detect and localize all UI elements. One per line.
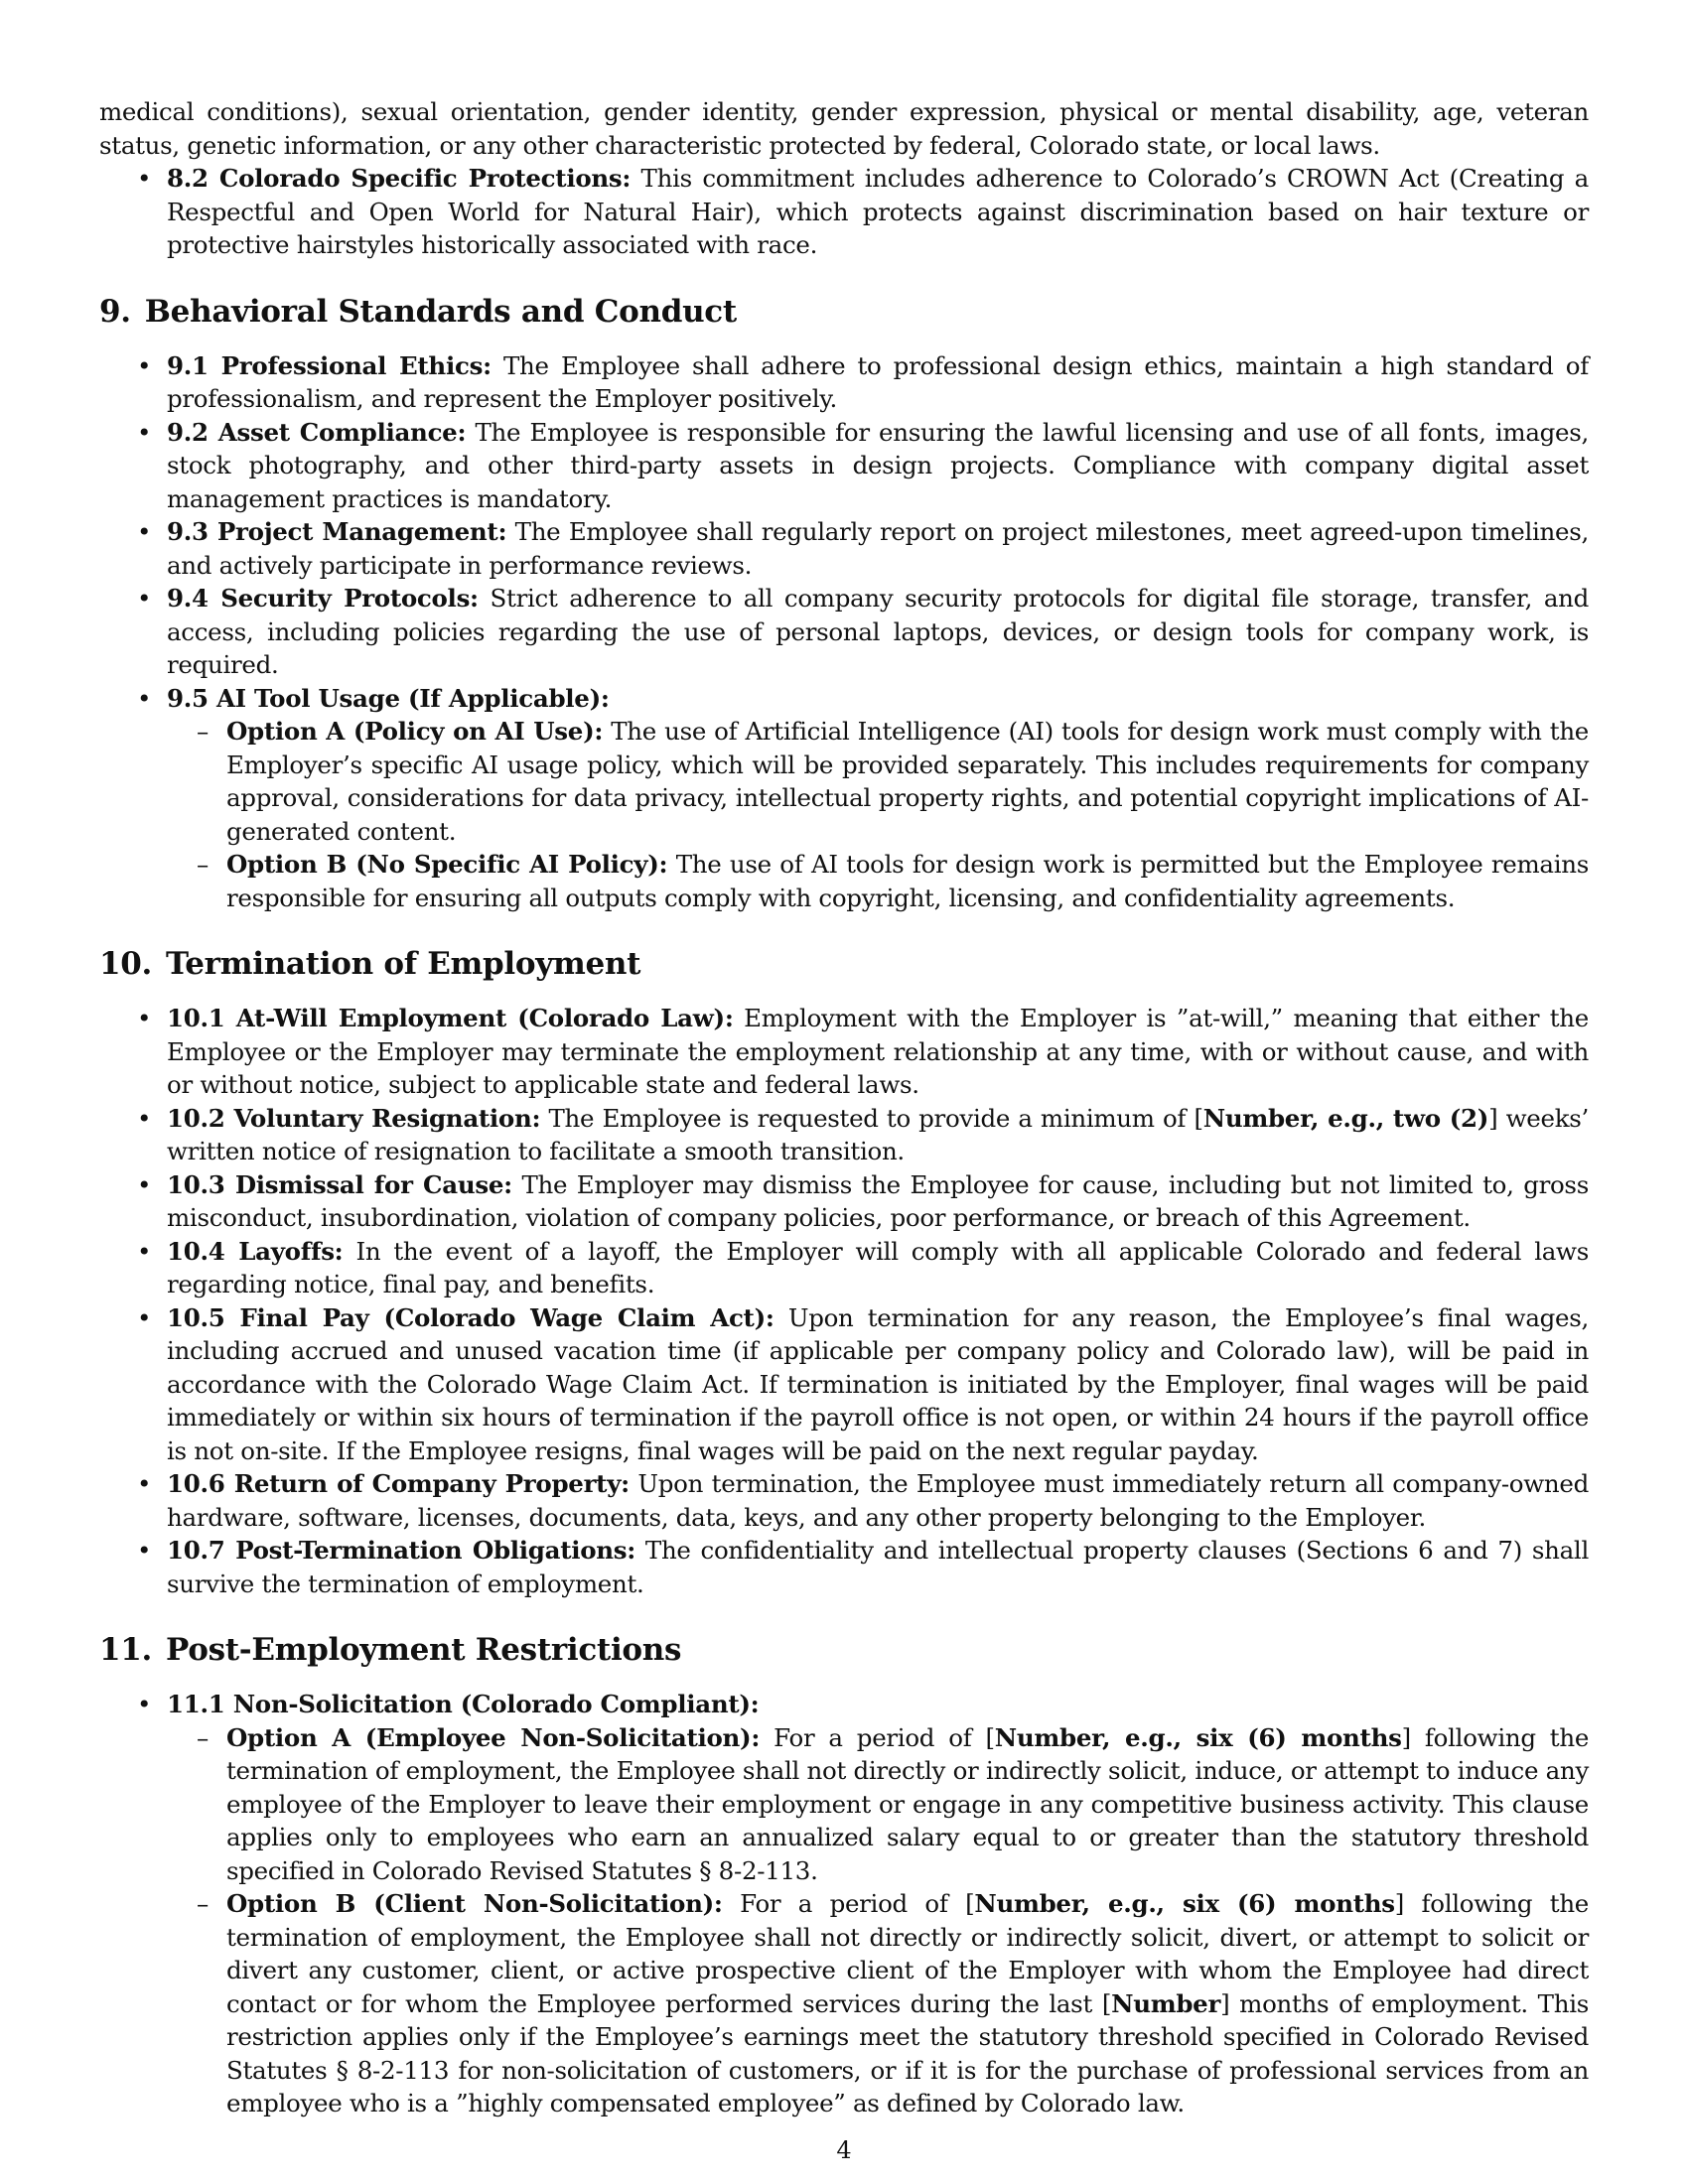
option-text-pre: For a period of [ [722,1889,975,1918]
clause-text: Strict adherence to all company security protocols for digital file storage, transfer, and access, including policies regarding the use of personal laptops, devices, or design tools for company work, is required. [167,584,1589,679]
clause-label: 10.3 Dismissal for Cause: [167,1169,512,1199]
section-11-list [99,1688,1589,2120]
clause-label: 9.3 Project Management: [167,517,507,546]
clause-10-3 [167,1168,1589,1235]
clause-9-1 [167,349,1589,416]
months-placeholder: Number [1111,1988,1221,2018]
option-text-pre: For a period of [ [760,1722,995,1752]
option-text: The use of Artificial Intelligence (AI) tools for design work must comply with the Employer’s specific AI usage policy, which will be provided separately. This includes requirements for company approval, considerations for data privacy, intellectual property rights, and potential copyright implications of AI-generated content. [226,717,1589,846]
clause-11-1 [167,1688,1589,2120]
clause-label: 10.6 Return of Company Property: [167,1469,630,1498]
section-title: Termination of Employment [166,946,641,982]
page-number: 4 [836,2136,852,2164]
clause-10-7 [167,1534,1589,1600]
page-content [99,95,1589,2120]
ai-options-list [167,715,1589,914]
clause-label: 9.4 Security Protocols: [167,584,479,613]
clause-text: The confidentiality and intellectual property clauses (Sections 6 and 7) shall survive the termination of employment. [167,1536,1589,1598]
clause-text: Upon termination for any reason, the Employee’s final wages, including accrued and unused vacation time (if applicable per company policy and Colorado law), will be paid in accordance with the Colorado Wage Claim Act. If termination is initiated by the Employer, final wages will be paid immediately or within six hours of termination if the payroll office is not open, or within 24 hours if the payroll office is not on-site. If the Employee resigns, final wages will be paid on the next regular payday. [167,1302,1589,1465]
clause-label: 9.2 Asset Compliance: [167,417,467,447]
clause-text: The Employee is responsible for ensuring the lawful licensing and use of all fonts, images, stock photography, and other third-party assets in design projects. Compliance with company digital asset management practices is mandatory. [167,417,1589,513]
section-8-1-continuation: medical conditions), sexual orientation, gender identity, gender expression, physical or mental disability, age, veteran status, genetic information, or any other characteristic protected by federal, Colorado state, or local laws. [99,97,1589,160]
clause-10-5 [167,1301,1589,1468]
clause-10-4 [167,1235,1589,1301]
option-text-mid: ] following the termination of employment, the Employee shall not directly or indirectly solicit, divert, or attempt to solicit or divert any customer, client, or active prospective client of the Employer with whom the Employee had direct contact or for whom the Employee performed services during the last [ [226,1889,1589,2018]
section-number: 9. [99,293,131,330]
clause-9-5 [167,682,1589,915]
option-label: Option B (Client Non-Solicitation): [226,1889,723,1918]
clause-text-pre: The Employee is requested to provide a minimum of [ [540,1103,1203,1133]
clause-label: 10.2 Voluntary Resignation: [167,1103,541,1133]
ai-option-a [226,715,1589,848]
clause-text: The Employer may dismiss the Employee for cause, including but not limited to, gross misconduct, insubordination, violation of company policies, poor performance, or breach of this Agreement. [167,1169,1589,1232]
clause-label: 10.4 Layoffs: [167,1236,344,1266]
option-label: Option A (Employee Non-Solicitation): [226,1722,761,1752]
clause-10-6 [167,1467,1589,1534]
clause-label: 8.2 Colorado Specific Protections: [167,164,632,193]
section-8-list [99,162,1589,262]
clause-10-1 [167,1002,1589,1102]
clause-label: 10.1 At-Will Employment (Colorado Law): [167,1004,734,1032]
clause-label: 10.5 Final Pay (Colorado Wage Claim Act): [167,1302,774,1332]
section-title: Behavioral Standards and Conduct [144,293,737,330]
notice-period-placeholder: Number, e.g., two (2) [1202,1103,1489,1133]
clause-label: 9.1 Professional Ethics: [167,350,492,380]
section-9-list [99,349,1589,915]
clause-text: Upon termination, the Employee must immediately return all company-owned hardware, software, licenses, documents, data, keys, and any other property belonging to the Employer. [167,1469,1589,1532]
option-text-post: ] following the termination of employment, the Employee shall not directly or indirectly solicit, induce, or attempt to induce any employee of the Employer to leave their employment or engage in any competitive business activity. This clause applies only to employees who earn an annualized salary equal to or greater than the statutory threshold specified in Colorado Revised Statutes § 8-2-113. [226,1722,1590,1885]
clause-label: 10.7 Post-Termination Obligations: [167,1536,636,1565]
clause-text: In the event of a layoff, the Employer will comply with all applicable Colorado and federal laws regarding notice, final pay, and benefits. [167,1236,1589,1298]
option-label: Option A (Policy on AI Use): [226,717,604,746]
period-placeholder: Number, e.g., six (6) months [994,1722,1402,1752]
section-number: 10. [99,946,153,982]
clause-text: Employment with the Employer is ”at-will,” meaning that either the Employee or the Employer may terminate the employment relationship at any time, with or without cause, and with or without notice, subject to applicable state and federal laws. [167,1004,1589,1099]
clause-9-4 [167,582,1589,682]
option-label: Option B (No Specific AI Policy): [226,850,668,879]
nonsolicit-option-b [226,1887,1589,2120]
section-11-heading [99,1630,1589,1670]
ai-option-b [226,848,1589,914]
clause-8-2 [167,162,1589,262]
period-placeholder: Number, e.g., six (6) months [974,1889,1395,1918]
section-10-list [99,1002,1589,1600]
clause-text-post: ] weeks’ written notice of resignation to facilitate a smooth transition. [167,1103,1589,1165]
clause-text: This commitment includes adherence to Colorado’s CROWN Act (Creating a Respectful and Open World for Natural Hair), which protects against discrimination based on hair texture or protective hairstyles historically associated with race. [167,164,1589,259]
section-title: Post-Employment Restrictions [166,1632,682,1668]
clause-label: 11.1 Non-Solicitation (Colorado Compliant): [167,1690,760,1718]
clause-9-3 [167,515,1589,582]
clause-9-2 [167,416,1589,516]
section-number: 11. [99,1632,153,1668]
option-text: The use of AI tools for design work is permitted but the Employee remains responsible for ensuring all outputs comply with copyright, licensing, and confidentiality agreements. [226,850,1589,912]
clause-label: 9.5 AI Tool Usage (If Applicable): [167,683,610,713]
section-10-heading [99,944,1589,984]
section-9-heading [99,292,1589,332]
clause-text: The Employee shall adhere to professional design ethics, maintain a high standard of professionalism, and represent the Employer positively. [167,350,1589,413]
clause-10-2 [167,1102,1589,1168]
nonsolicit-option-a [226,1721,1589,1888]
nonsolicit-options-list [167,1721,1589,2120]
clause-text: The Employee shall regularly report on project milestones, meet agreed-upon timelines, and actively participate in performance reviews. [167,517,1589,580]
option-text-post: ] months of employment. This restriction applies only if the Employee’s earnings meet the statutory threshold specified in Colorado Revised Statutes § 8-2-113 for non-solicitation of customers, or if it is for the purchase of professional services from an employee who is a ”highly compensated employee” as defined by Colorado law. [226,1988,1589,2117]
